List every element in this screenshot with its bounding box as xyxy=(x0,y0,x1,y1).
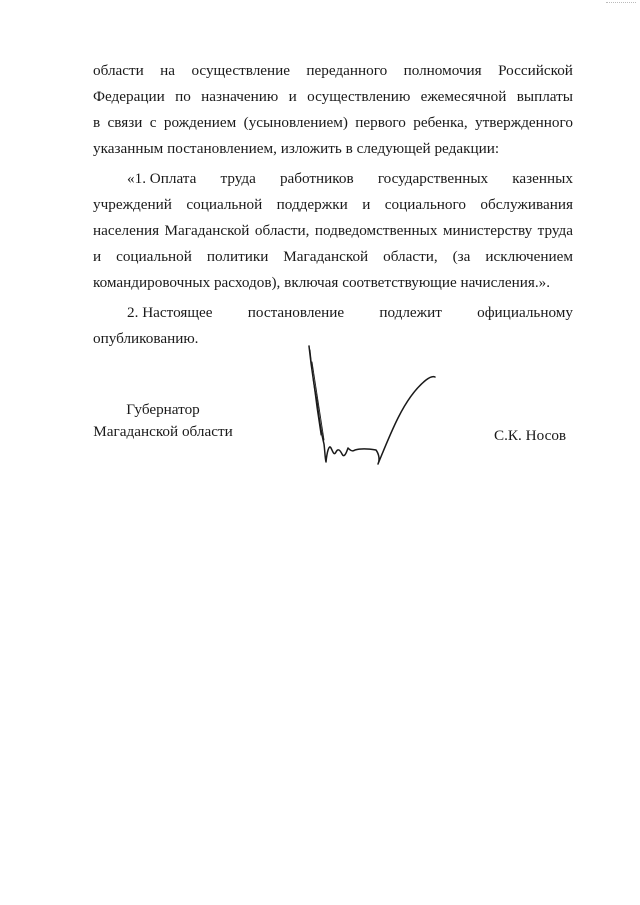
word: связи xyxy=(107,114,143,131)
word: выплаты xyxy=(516,88,573,105)
paragraph-2-line-5 xyxy=(93,270,573,296)
word: социального xyxy=(384,196,466,213)
word: исключением xyxy=(485,248,573,265)
paragraph-1-line-4 xyxy=(93,136,573,162)
signatory-title xyxy=(88,399,238,443)
paragraph-2-line-2 xyxy=(93,192,573,218)
handwritten-signature xyxy=(300,340,450,475)
word: «1. Оплата xyxy=(127,170,197,187)
word: Магаданской xyxy=(283,248,369,265)
word: подлежит xyxy=(379,304,442,321)
word: Российской xyxy=(498,62,573,79)
scan-mark xyxy=(606,2,636,6)
word: с xyxy=(149,114,157,131)
paragraph-1-line-3 xyxy=(93,110,573,136)
word: (за xyxy=(452,248,471,265)
paragraph-2-line-4 xyxy=(93,244,573,270)
word: работников xyxy=(279,170,354,187)
word: области, xyxy=(254,222,310,239)
word: обслуживания xyxy=(480,196,573,213)
word: политики xyxy=(206,248,269,265)
word: (усыновлением) xyxy=(243,114,348,131)
word: государственных xyxy=(377,170,489,187)
word: труда xyxy=(220,170,256,187)
paragraph-3-line-2-text: опубликованию. xyxy=(93,330,199,347)
paragraph-1-line-4-text: указанным постановлением, изложить в следующей редакции: xyxy=(93,140,500,157)
word: постановление xyxy=(247,304,345,321)
word: осуществление xyxy=(191,62,291,79)
word: официальному xyxy=(477,304,573,321)
word: и xyxy=(288,88,297,105)
word: переданного xyxy=(306,62,388,79)
paragraph-1-line-1 xyxy=(93,58,573,84)
word: и xyxy=(93,248,102,265)
paragraph-2-line-5-text: командировочных расходов), включая соответствующие начисления.». xyxy=(93,274,551,291)
paragraph-3-line-1 xyxy=(93,300,573,326)
word: полномочия xyxy=(403,62,482,79)
word: министерству xyxy=(442,222,533,239)
word: учреждений xyxy=(93,196,172,213)
word: поддержки xyxy=(276,196,348,213)
word: ежемесячной xyxy=(420,88,507,105)
word: по xyxy=(175,88,191,105)
word: области xyxy=(93,62,144,79)
word: на xyxy=(160,62,176,79)
word: социальной xyxy=(116,248,192,265)
signatory-title-line-1: Губернатор xyxy=(126,401,200,418)
paragraph-2-line-1 xyxy=(93,166,573,192)
paragraph-1-line-2 xyxy=(93,84,573,110)
word: утвержденного xyxy=(475,114,573,131)
paragraph-2-line-3 xyxy=(93,218,573,244)
word: назначению xyxy=(201,88,279,105)
word: области, xyxy=(383,248,438,265)
word: 2. Настоящее xyxy=(127,304,213,321)
word: казенных xyxy=(512,170,573,187)
word: в xyxy=(93,114,101,131)
word: населения xyxy=(93,222,160,239)
word: социальной xyxy=(186,196,263,213)
word: ребенка, xyxy=(413,114,468,131)
word: и xyxy=(362,196,371,213)
signatory-name: С.К. Носов xyxy=(494,427,567,444)
word: осуществлению xyxy=(307,88,411,105)
document-body xyxy=(93,58,573,352)
word: труда xyxy=(537,222,573,239)
word: подведомственных xyxy=(314,222,438,239)
word: Федерации xyxy=(93,88,165,105)
word: первого xyxy=(355,114,406,131)
signatory-title-line-2: Магаданской области xyxy=(93,423,233,440)
word: рождением xyxy=(163,114,237,131)
word: Магаданской xyxy=(164,222,250,239)
